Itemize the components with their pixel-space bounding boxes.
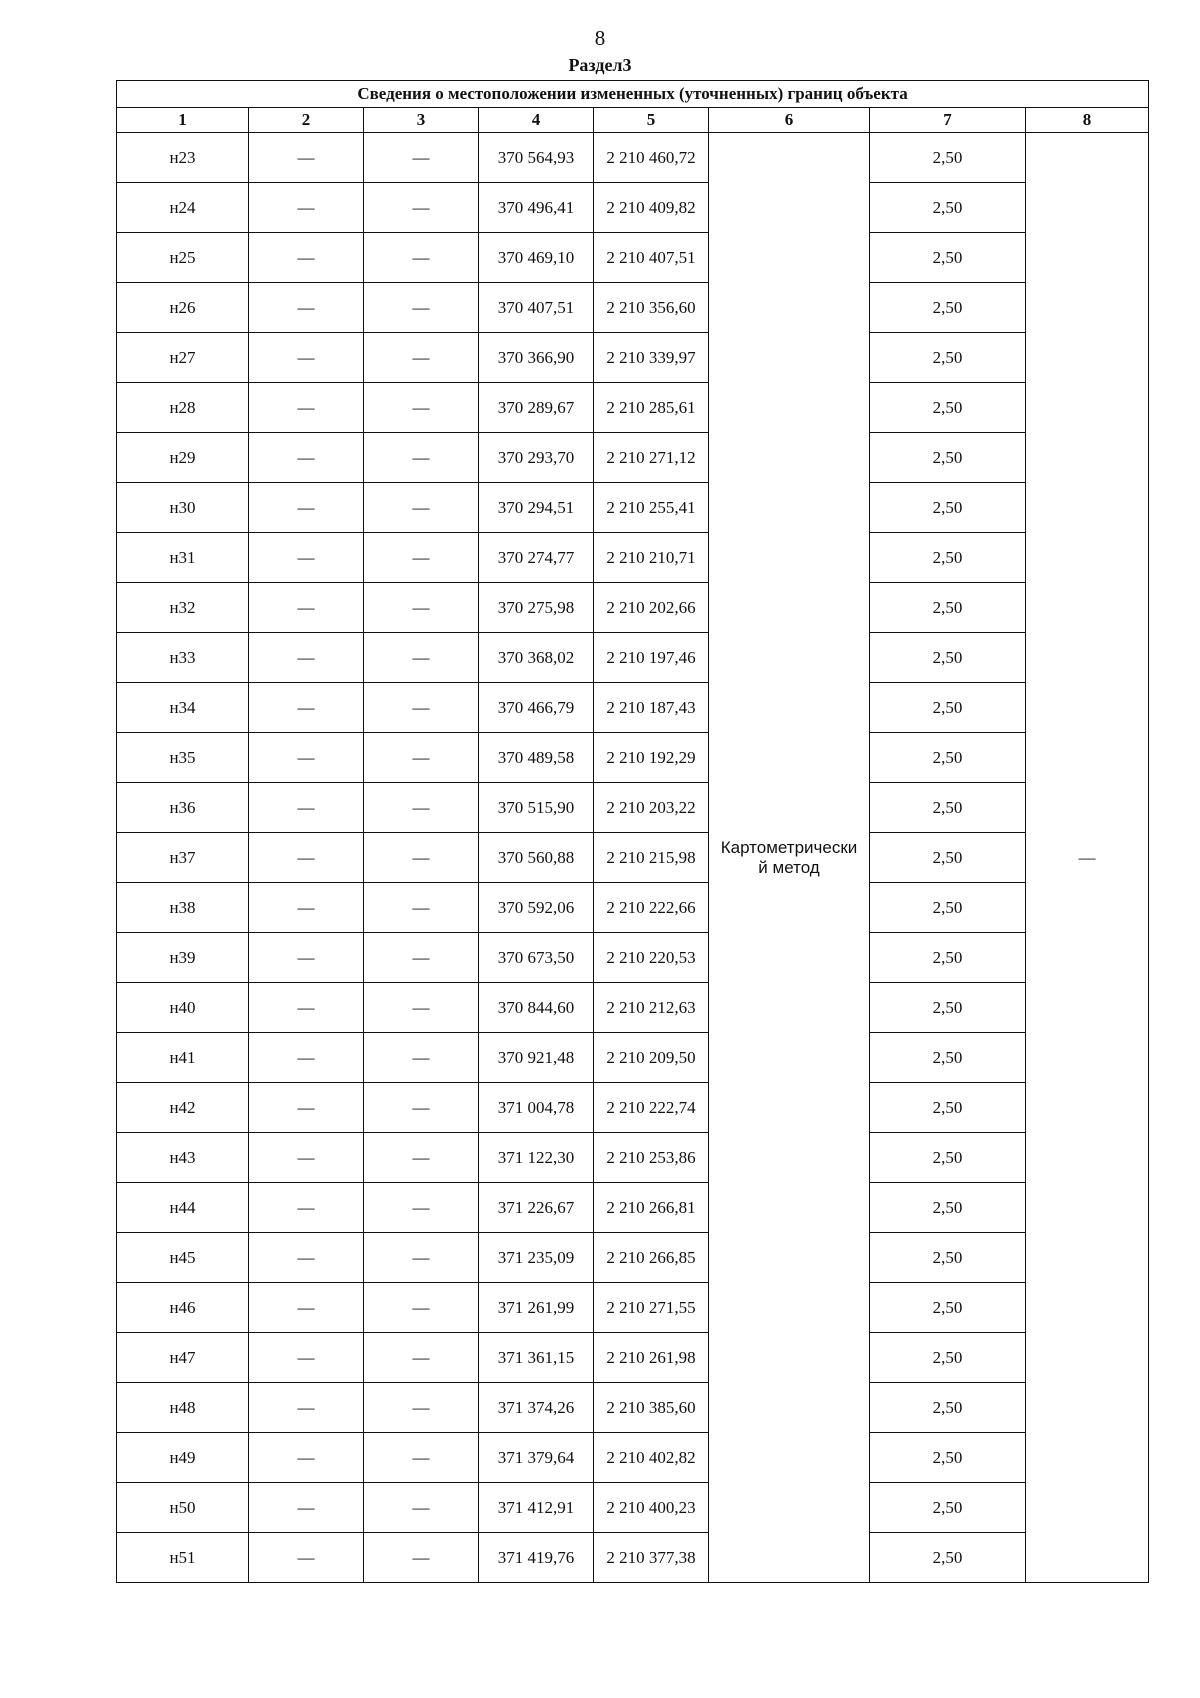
dash-cell: — [249,1283,364,1333]
dash-cell: — [364,433,479,483]
x-coordinate-cell: 371 361,15 [479,1333,594,1383]
x-coordinate-cell: 371 226,67 [479,1183,594,1233]
y-coordinate-cell: 2 210 409,82 [594,183,709,233]
y-coordinate-cell: 2 210 253,86 [594,1133,709,1183]
y-coordinate-cell: 2 210 266,85 [594,1233,709,1283]
table-row [117,533,1149,583]
point-name-cell: н49 [117,1433,249,1483]
y-coordinate-cell: 2 210 255,41 [594,483,709,533]
x-coordinate-cell: 370 275,98 [479,583,594,633]
y-coordinate-cell: 2 210 460,72 [594,133,709,183]
accuracy-cell: 2,50 [870,1433,1026,1483]
x-coordinate-cell: 370 592,06 [479,883,594,933]
dash-cell: — [249,383,364,433]
accuracy-cell: 2,50 [870,1033,1026,1083]
accuracy-cell: 2,50 [870,933,1026,983]
table-row [117,133,1149,183]
x-coordinate-cell: 370 294,51 [479,483,594,533]
x-coordinate-cell: 370 274,77 [479,533,594,583]
dash-cell: — [249,233,364,283]
dash-cell: — [249,283,364,333]
x-coordinate-cell: 371 261,99 [479,1283,594,1333]
table-row [117,833,1149,883]
accuracy-cell: 2,50 [870,183,1026,233]
point-name-cell: н43 [117,1133,249,1183]
x-coordinate-cell: 370 496,41 [479,183,594,233]
table-row [117,233,1149,283]
accuracy-cell: 2,50 [870,1183,1026,1233]
method-cell [709,133,870,1583]
accuracy-cell: 2,50 [870,633,1026,683]
boundary-coordinates-table [116,80,1149,1583]
dash-cell: — [364,883,479,933]
table-row [117,1183,1149,1233]
accuracy-cell: 2,50 [870,283,1026,333]
dash-cell: — [249,983,364,1033]
table-row [117,1233,1149,1283]
dash-cell: — [249,1183,364,1233]
dash-cell: — [364,1033,479,1083]
dash-cell: — [364,1333,479,1383]
dash-cell: — [364,1083,479,1133]
dash-cell: — [249,883,364,933]
dash-cell: — [364,133,479,183]
table-row [117,583,1149,633]
dash-cell: — [364,1133,479,1183]
accuracy-cell: 2,50 [870,583,1026,633]
point-name-cell: н48 [117,1383,249,1433]
point-name-cell: н33 [117,633,249,683]
table-row [117,1433,1149,1483]
point-name-cell: н25 [117,233,249,283]
x-coordinate-cell: 371 419,76 [479,1533,594,1583]
dash-cell: — [249,483,364,533]
dash-cell: — [364,1433,479,1483]
point-name-cell: н27 [117,333,249,383]
table-row [117,983,1149,1033]
table-row [117,1333,1149,1383]
dash-cell: — [249,833,364,883]
dash-cell: — [364,1383,479,1433]
column-number: 2 [249,108,364,133]
point-name-cell: н34 [117,683,249,733]
point-name-cell: н32 [117,583,249,633]
accuracy-cell: 2,50 [870,733,1026,783]
x-coordinate-cell: 370 515,90 [479,783,594,833]
accuracy-cell: 2,50 [870,533,1026,583]
page-number: 8 [594,26,606,50]
table-row [117,383,1149,433]
dash-cell: — [249,783,364,833]
y-coordinate-cell: 2 210 271,12 [594,433,709,483]
x-coordinate-cell: 370 469,10 [479,233,594,283]
point-name-cell: н23 [117,133,249,183]
y-coordinate-cell: 2 210 222,74 [594,1083,709,1133]
accuracy-cell: 2,50 [870,1083,1026,1133]
x-coordinate-cell: 371 235,09 [479,1233,594,1283]
table-row [117,933,1149,983]
table-row [117,883,1149,933]
x-coordinate-cell: 371 004,78 [479,1083,594,1133]
x-coordinate-cell: 370 673,50 [479,933,594,983]
dash-cell: — [249,1433,364,1483]
y-coordinate-cell: 2 210 261,98 [594,1333,709,1383]
dash-cell: — [249,533,364,583]
dash-cell: — [249,1533,364,1583]
x-coordinate-cell: 370 564,93 [479,133,594,183]
dash-cell: — [249,433,364,483]
y-coordinate-cell: 2 210 402,82 [594,1433,709,1483]
point-name-cell: н45 [117,1233,249,1283]
dash-cell: — [364,683,479,733]
dash-cell: — [364,533,479,583]
x-coordinate-cell: 370 366,90 [479,333,594,383]
accuracy-cell: 2,50 [870,883,1026,933]
y-coordinate-cell: 2 210 209,50 [594,1033,709,1083]
table-row [117,1283,1149,1333]
y-coordinate-cell: 2 210 187,43 [594,683,709,733]
accuracy-cell: 2,50 [870,433,1026,483]
point-name-cell: н35 [117,733,249,783]
y-coordinate-cell: 2 210 203,22 [594,783,709,833]
column-number: 5 [594,108,709,133]
point-name-cell: н29 [117,433,249,483]
point-name-cell: н51 [117,1533,249,1583]
y-coordinate-cell: 2 210 339,97 [594,333,709,383]
point-name-cell: н46 [117,1283,249,1333]
table-row [117,1083,1149,1133]
x-coordinate-cell: 370 560,88 [479,833,594,883]
column8-cell: — [1026,133,1149,1583]
dash-cell: — [364,1183,479,1233]
table-row [117,483,1149,533]
table-caption: Сведения о местоположении измененных (уточненных) границ объекта [117,81,1149,108]
y-coordinate-cell: 2 210 271,55 [594,1283,709,1333]
y-coordinate-cell: 2 210 400,23 [594,1483,709,1533]
accuracy-cell: 2,50 [870,1533,1026,1583]
dash-cell: — [364,233,479,283]
dash-cell: — [364,933,479,983]
dash-cell: — [249,1033,364,1083]
table-row [117,633,1149,683]
y-coordinate-cell: 2 210 285,61 [594,383,709,433]
point-name-cell: н37 [117,833,249,883]
y-coordinate-cell: 2 210 202,66 [594,583,709,633]
accuracy-cell: 2,50 [870,683,1026,733]
section-title: Раздел3 [568,55,632,75]
dash-cell: — [364,833,479,883]
point-name-cell: н38 [117,883,249,933]
y-coordinate-cell: 2 210 215,98 [594,833,709,883]
accuracy-cell: 2,50 [870,233,1026,283]
y-coordinate-cell: 2 210 385,60 [594,1383,709,1433]
y-coordinate-cell: 2 210 210,71 [594,533,709,583]
table-row [117,733,1149,783]
y-coordinate-cell: 2 210 356,60 [594,283,709,333]
y-coordinate-cell: 2 210 192,29 [594,733,709,783]
table-row [117,1533,1149,1583]
point-name-cell: н40 [117,983,249,1033]
dash-cell: — [249,1233,364,1283]
column-number: 1 [117,108,249,133]
accuracy-cell: 2,50 [870,1483,1026,1533]
column-number-row [117,108,1149,133]
accuracy-cell: 2,50 [870,833,1026,883]
y-coordinate-cell: 2 210 220,53 [594,933,709,983]
accuracy-cell: 2,50 [870,383,1026,433]
dash-cell: — [364,383,479,433]
dash-cell: — [249,1133,364,1183]
x-coordinate-cell: 370 466,79 [479,683,594,733]
table-row [117,1133,1149,1183]
table-body [117,133,1149,1583]
dash-cell: — [249,683,364,733]
point-name-cell: н26 [117,283,249,333]
x-coordinate-cell: 370 921,48 [479,1033,594,1083]
column-number: 6 [709,108,870,133]
x-coordinate-cell: 371 412,91 [479,1483,594,1533]
accuracy-cell: 2,50 [870,983,1026,1033]
dash-cell: — [364,983,479,1033]
dash-cell: — [364,1233,479,1283]
dash-cell: — [364,1283,479,1333]
x-coordinate-cell: 371 122,30 [479,1133,594,1183]
point-name-cell: н47 [117,1333,249,1383]
method-text: Картометрически [720,837,858,857]
x-coordinate-cell: 370 489,58 [479,733,594,783]
point-name-cell: н41 [117,1033,249,1083]
point-name-cell: н50 [117,1483,249,1533]
y-coordinate-cell: 2 210 212,63 [594,983,709,1033]
dash-cell: — [364,183,479,233]
dash-cell: — [364,283,479,333]
dash-cell: — [364,583,479,633]
dash-cell: — [364,1483,479,1533]
table-row [117,433,1149,483]
x-coordinate-cell: 371 374,26 [479,1383,594,1433]
dash-cell: — [249,133,364,183]
table-row [117,783,1149,833]
dash-cell: — [249,633,364,683]
column-number: 3 [364,108,479,133]
table-row [117,1383,1149,1433]
dash-cell: — [249,583,364,633]
y-coordinate-cell: 2 210 377,38 [594,1533,709,1583]
point-name-cell: н24 [117,183,249,233]
point-name-cell: н36 [117,783,249,833]
point-name-cell: н44 [117,1183,249,1233]
column-number: 8 [1026,108,1149,133]
dash-cell: — [249,183,364,233]
x-coordinate-cell: 370 844,60 [479,983,594,1033]
dash-cell: — [249,733,364,783]
accuracy-cell: 2,50 [870,483,1026,533]
table-row [117,283,1149,333]
dash-cell: — [249,1383,364,1433]
y-coordinate-cell: 2 210 407,51 [594,233,709,283]
column-number: 4 [479,108,594,133]
dash-cell: — [364,783,479,833]
column-number: 7 [870,108,1026,133]
x-coordinate-cell: 370 368,02 [479,633,594,683]
dash-cell: — [364,733,479,783]
dash-cell: — [249,1483,364,1533]
table-row [117,1483,1149,1533]
x-coordinate-cell: 371 379,64 [479,1433,594,1483]
x-coordinate-cell: 370 407,51 [479,283,594,333]
accuracy-cell: 2,50 [870,1333,1026,1383]
y-coordinate-cell: 2 210 197,46 [594,633,709,683]
accuracy-cell: 2,50 [870,1283,1026,1333]
dash-cell: — [249,333,364,383]
point-name-cell: н39 [117,933,249,983]
dash-cell: — [364,633,479,683]
dash-cell: — [364,1533,479,1583]
table-row [117,183,1149,233]
accuracy-cell: 2,50 [870,1383,1026,1433]
table-row [117,683,1149,733]
accuracy-cell: 2,50 [870,1133,1026,1183]
accuracy-cell: 2,50 [870,333,1026,383]
dash-cell: — [249,1083,364,1133]
point-name-cell: н42 [117,1083,249,1133]
x-coordinate-cell: 370 293,70 [479,433,594,483]
dash-cell: — [249,1333,364,1383]
y-coordinate-cell: 2 210 222,66 [594,883,709,933]
table-row [117,333,1149,383]
x-coordinate-cell: 370 289,67 [479,383,594,433]
accuracy-cell: 2,50 [870,133,1026,183]
dash-cell: — [364,333,479,383]
accuracy-cell: 2,50 [870,1233,1026,1283]
table-row [117,1033,1149,1083]
point-name-cell: н30 [117,483,249,533]
method-text: й метод [758,857,820,877]
accuracy-cell: 2,50 [870,783,1026,833]
dash-cell: — [249,933,364,983]
point-name-cell: н28 [117,383,249,433]
dash-cell: — [364,483,479,533]
point-name-cell: н31 [117,533,249,583]
y-coordinate-cell: 2 210 266,81 [594,1183,709,1233]
